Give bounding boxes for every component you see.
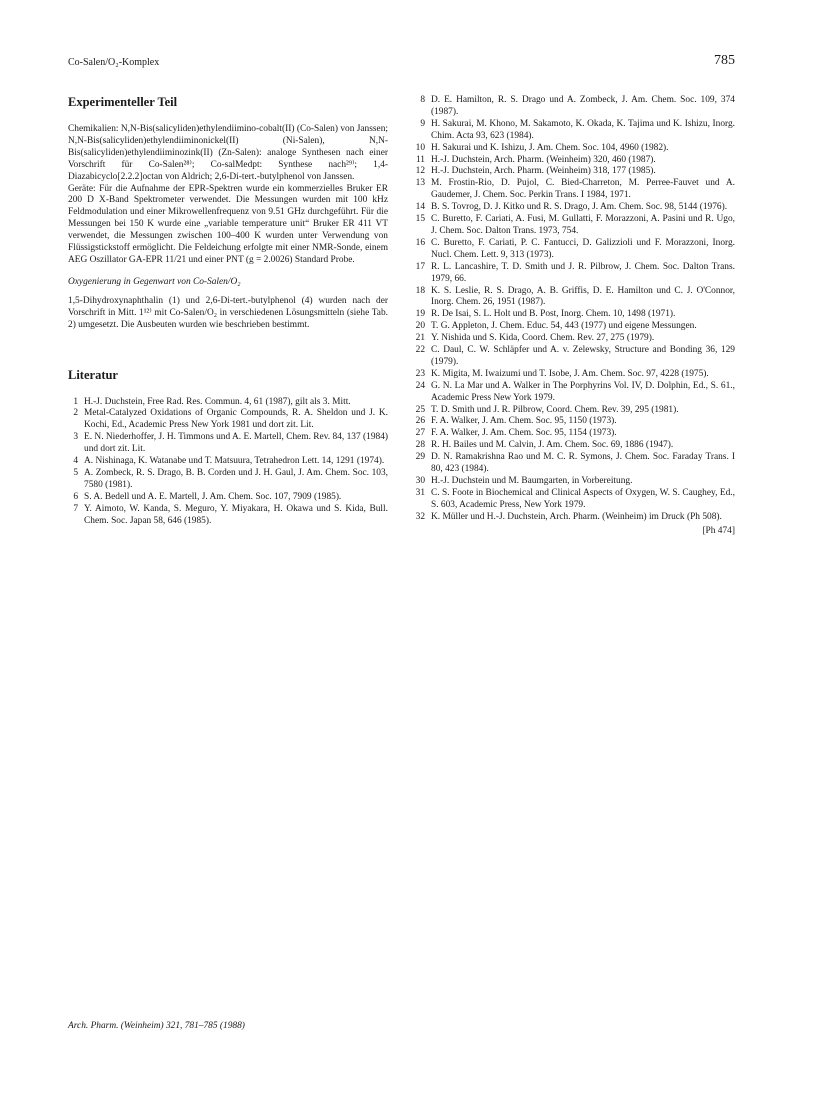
chemicals-paragraph: Chemikalien: N,N-Bis(salicyliden)ethylendiimino-cobalt(II) (Co-Salen) von Janssen; N,N-Bis(salicyliden)ethylendiiminonickel(II) (Ni-Salen), N,N-Bis(salicyliden)ethylendiiminozink(II) (Zn-Salen): analoge Synthesen nach einer Vorschrift für Co-Salen²⁸⁾; Co-salMedpt: Synthese nach²⁹⁾; 1,4-Diazabicyclo[2.2.2]octan von Aldrich; 2,6-Di-tert.-butylphenol von Janssen. <box>68 124 388 182</box>
reference-text: F. A. Walker, J. Am. Chem. Soc. 95, 1150 (1973). <box>431 416 617 427</box>
reference-text: C. Buretto, F. Cariati, P. C. Fantucci, D. Galizzioli und F. Morazzoni, Inorg. Nucl. Chem. Lett. 9, 313 (1973). <box>431 237 735 260</box>
reference-item <box>409 119 735 143</box>
reference-item <box>409 321 735 333</box>
reference-number: 20 <box>415 321 425 332</box>
literature-heading: Literatur <box>68 367 118 382</box>
reference-text: D. E. Hamilton, R. S. Drago und A. Zombeck, J. Am. Chem. Soc. 109, 374 (1987). <box>431 95 735 117</box>
reference-number: 11 <box>415 154 425 165</box>
reference-number: 22 <box>415 345 425 356</box>
reference-number: 28 <box>415 440 425 451</box>
reference-text: B. S. Tovrog, D. J. Kitko und R. S. Drago, J. Am. Chem. Soc. 98, 5144 (1976). <box>431 202 728 213</box>
reference-text: Y. Aimoto, W. Kanda, S. Meguro, Y. Miyakara, H. Okawa und S. Kida, Bull. Chem. Soc. Japan 58, 646 (1985). <box>84 503 388 526</box>
reference-number: 16 <box>415 237 425 248</box>
reference-item <box>409 214 735 238</box>
reference-number: 10 <box>415 142 425 153</box>
reference-text: K. S. Leslie, R. S. Drago, A. B. Griffis, D. E. Hamilton und C. J. O'Connor, Inorg. Chem. 26, 1951 (1987). <box>431 285 735 308</box>
reference-number: 4 <box>73 456 78 467</box>
reference-text: M. Frostin-Rio, D. Pujol, C. Bied-Charreton, M. Perree-Fauvet und A. Gaudemer, J. Chem. Soc. Perkin Trans. I 1984, 1971. <box>431 178 735 201</box>
reference-text: H.-J. Duchstein, Arch. Pharm. (Weinheim) 318, 177 (1985). <box>431 166 656 177</box>
reference-item <box>68 408 388 432</box>
reference-text: K. Migita, M. Iwaizumi und T. Isobe, J. Am. Chem. Soc. 97, 4228 (1975). <box>431 368 709 379</box>
reference-number: 27 <box>415 428 425 439</box>
reference-item <box>409 381 735 405</box>
page-number: 785 <box>714 53 735 68</box>
reference-number: 15 <box>415 214 425 225</box>
reference-text: C. Daul, C. W. Schläpfer und A. v. Zelewsky, Structure and Bonding 36, 129 (1979). <box>431 345 735 367</box>
reference-item <box>68 397 388 409</box>
journal-citation-footer: Arch. Pharm. (Weinheim) 321, 781–785 (1988) <box>68 1021 245 1031</box>
reference-item <box>68 468 388 492</box>
reference-number: 5 <box>73 467 78 478</box>
reference-text: A. Nishinaga, K. Watanabe und T. Matsuura, Tetrahedron Lett. 14, 1291 (1974). <box>84 456 385 467</box>
reference-text: G. N. La Mar und A. Walker in The Porphyrins Vol. IV, D. Dolphin, Ed., S. 61., Academic Press New York 1979. <box>431 380 735 403</box>
oxygenation-paragraph: 1,5-Dihydroxynaphthalin (1) und 2,6-Di-tert.-butylphenol (4) wurden nach der Vorschrift in Mitt. 1¹²⁾ mit Co-Salen/O₂ in verschiedenen Lösungsmitteln (siehe Tab. 2) umgesetzt. Die Ausbeuten wurden wie beschrieben bestimmt. <box>68 295 388 330</box>
reference-item <box>409 143 735 155</box>
reference-item <box>68 432 388 456</box>
reference-item <box>409 286 735 310</box>
reference-item <box>409 428 735 440</box>
reference-text: E. N. Niederhoffer, J. H. Timmons und A. E. Martell, Chem. Rev. 84, 137 (1984) und dort zit. Lit. <box>84 432 388 455</box>
reference-number: 9 <box>420 118 425 129</box>
reference-text: H.-J. Duchstein, Arch. Pharm. (Weinheim) 320, 460 (1987). <box>431 154 656 165</box>
reference-item <box>409 452 735 476</box>
reference-text: R. De Isai, S. L. Holt und B. Post, Inorg. Chem. 10, 1498 (1971). <box>431 309 676 320</box>
reference-text: Metal-Catalyzed Oxidations of Organic Compounds, R. A. Sheldon und J. K. Kochi, Ed., Academic Press New York 1981 und dort zit. Lit. <box>84 408 388 431</box>
reference-text: A. Zombeck, R. S. Drago, B. B. Corden und J. H. Gaul, J. Am. Chem. Soc. 103, 7580 (1981). <box>84 467 388 490</box>
reference-number: 26 <box>415 416 425 427</box>
reference-number: 3 <box>73 432 78 443</box>
reference-number: 32 <box>415 511 425 522</box>
reference-item <box>409 405 735 417</box>
reference-text: D. N. Ramakrishna Rao und M. C. R. Symons, J. Chem. Soc. Faraday Trans. I 80, 423 (1984). <box>431 452 735 475</box>
reference-item <box>409 155 735 167</box>
reference-item <box>409 333 735 345</box>
reference-number: 23 <box>415 368 425 379</box>
reference-text: K. Müller und H.-J. Duchstein, Arch. Pharm. (Weinheim) im Druck (Ph 508). <box>431 511 722 522</box>
reference-item <box>409 95 735 119</box>
reference-text: R. H. Bailes und M. Calvin, J. Am. Chem. Soc. 69, 1886 (1947). <box>431 440 674 451</box>
reference-number: 8 <box>420 95 425 105</box>
reference-number: 18 <box>415 285 425 296</box>
reference-number: 7 <box>73 503 78 514</box>
reference-item <box>409 476 735 488</box>
reference-number: 19 <box>415 309 425 320</box>
reference-text: S. A. Bedell und A. E. Martell, J. Am. Chem. Soc. 107, 7909 (1985). <box>84 491 342 502</box>
reference-number: 24 <box>415 380 425 391</box>
reference-number: 30 <box>415 476 425 486</box>
reference-item <box>409 202 735 214</box>
reference-item <box>409 238 735 262</box>
reference-text: H.-J. Duchstein und M. Baumgarten, in Vorbereitung. <box>431 476 633 486</box>
reference-item <box>409 440 735 452</box>
reference-number: 25 <box>415 404 425 415</box>
reference-number: 1 <box>73 396 78 407</box>
reference-number: 13 <box>415 178 425 189</box>
reference-number: 29 <box>415 452 425 463</box>
reference-text: T. G. Appleton, J. Chem. Educ. 54, 443 (1977) und eigene Messungen. <box>431 321 697 332</box>
reference-item <box>409 166 735 178</box>
reference-item <box>409 309 735 321</box>
reference-item <box>409 488 735 512</box>
reference-number: 14 <box>415 202 425 213</box>
reference-text: H. Sakurai, M. Khono, M. Sakamoto, K. Okada, K. Tajima und K. Ishizu, Inorg. Chim. Acta 93, 623 (1984). <box>431 118 735 141</box>
reference-text: H. Sakurai und K. Ishizu, J. Am. Chem. Soc. 104, 4960 (1982). <box>431 142 669 153</box>
reference-text: H.-J. Duchstein, Free Rad. Res. Commun. 4, 61 (1987), gilt als 3. Mitt. <box>84 396 351 407</box>
reference-item <box>68 504 388 528</box>
reference-item <box>409 512 735 524</box>
reference-list-right <box>409 95 735 524</box>
reference-item <box>68 456 388 468</box>
reference-number: 17 <box>415 261 425 272</box>
reference-item <box>409 262 735 286</box>
reference-text: R. L. Lancashire, T. D. Smith und J. R. Pilbrow, J. Chem. Soc. Dalton Trans. 1979, 66. <box>431 261 735 284</box>
reference-text: T. D. Smith und J. R. Pilbrow, Coord. Chem. Rev. 39, 295 (1981). <box>431 404 679 415</box>
reference-number: 6 <box>73 491 78 502</box>
reference-text: Y. Nishida und S. Kida, Coord. Chem. Rev. 27, 275 (1979). <box>431 333 655 344</box>
reference-list-left <box>68 397 388 528</box>
reference-item <box>409 369 735 381</box>
devices-paragraph: Geräte: Für die Aufnahme der EPR-Spektren wurde ein kommerzielles Bruker ER 200 D X-Band Spektrometer verwendet. Die Messungen wurden mit 100 kHz Feldmodulation und einer Mikrowellenfrequenz von 9.51 GHz durchgeführt. Für die Messungen bei 150 K wurde eine „variable temperature unit“ Bruker ER 411 VT verwendet, die Messungen zwischen 100–400 K wurden unter Verwendung von Flüssigstickstoff ermöglicht. Die Feldeichung erfolgte mit einer NMR-Sonde, einem AEG Oszillator GA-EPR 11/21 und einer PNT (g = 2.0026) Standard Probe. <box>68 183 388 265</box>
reference-number: 2 <box>73 408 78 419</box>
reference-number: 21 <box>415 333 425 344</box>
right-column <box>409 95 735 538</box>
reference-text: F. A. Walker, J. Am. Chem. Soc. 95, 1154 (1973). <box>431 428 617 439</box>
running-title: Co-Salen/O₂-Komplex <box>68 57 160 68</box>
reference-number: 12 <box>415 166 425 177</box>
left-column <box>68 95 388 527</box>
reference-item <box>68 492 388 504</box>
reference-text: C. Buretto, F. Cariati, A. Fusi, M. Gullatti, F. Morazzoni, A. Pasini und R. Ugo, J. Chem. Soc. Dalton Trans. 1973, 754. <box>431 214 735 236</box>
manuscript-tag: [Ph 474] <box>702 525 735 536</box>
reference-item <box>409 416 735 428</box>
experimental-heading: Experimenteller Teil <box>68 95 178 109</box>
reference-item <box>409 345 735 369</box>
oxygenation-subheading: Oxygenierung in Gegenwart von Co-Salen/O₂ <box>68 276 241 287</box>
reference-number: 31 <box>415 487 425 498</box>
reference-text: C. S. Foote in Biochemical and Clinical Aspects of Oxygen, W. S. Caughey, Ed., S. 603, Academic Press, New York 1979. <box>431 487 735 510</box>
reference-item <box>409 178 735 202</box>
